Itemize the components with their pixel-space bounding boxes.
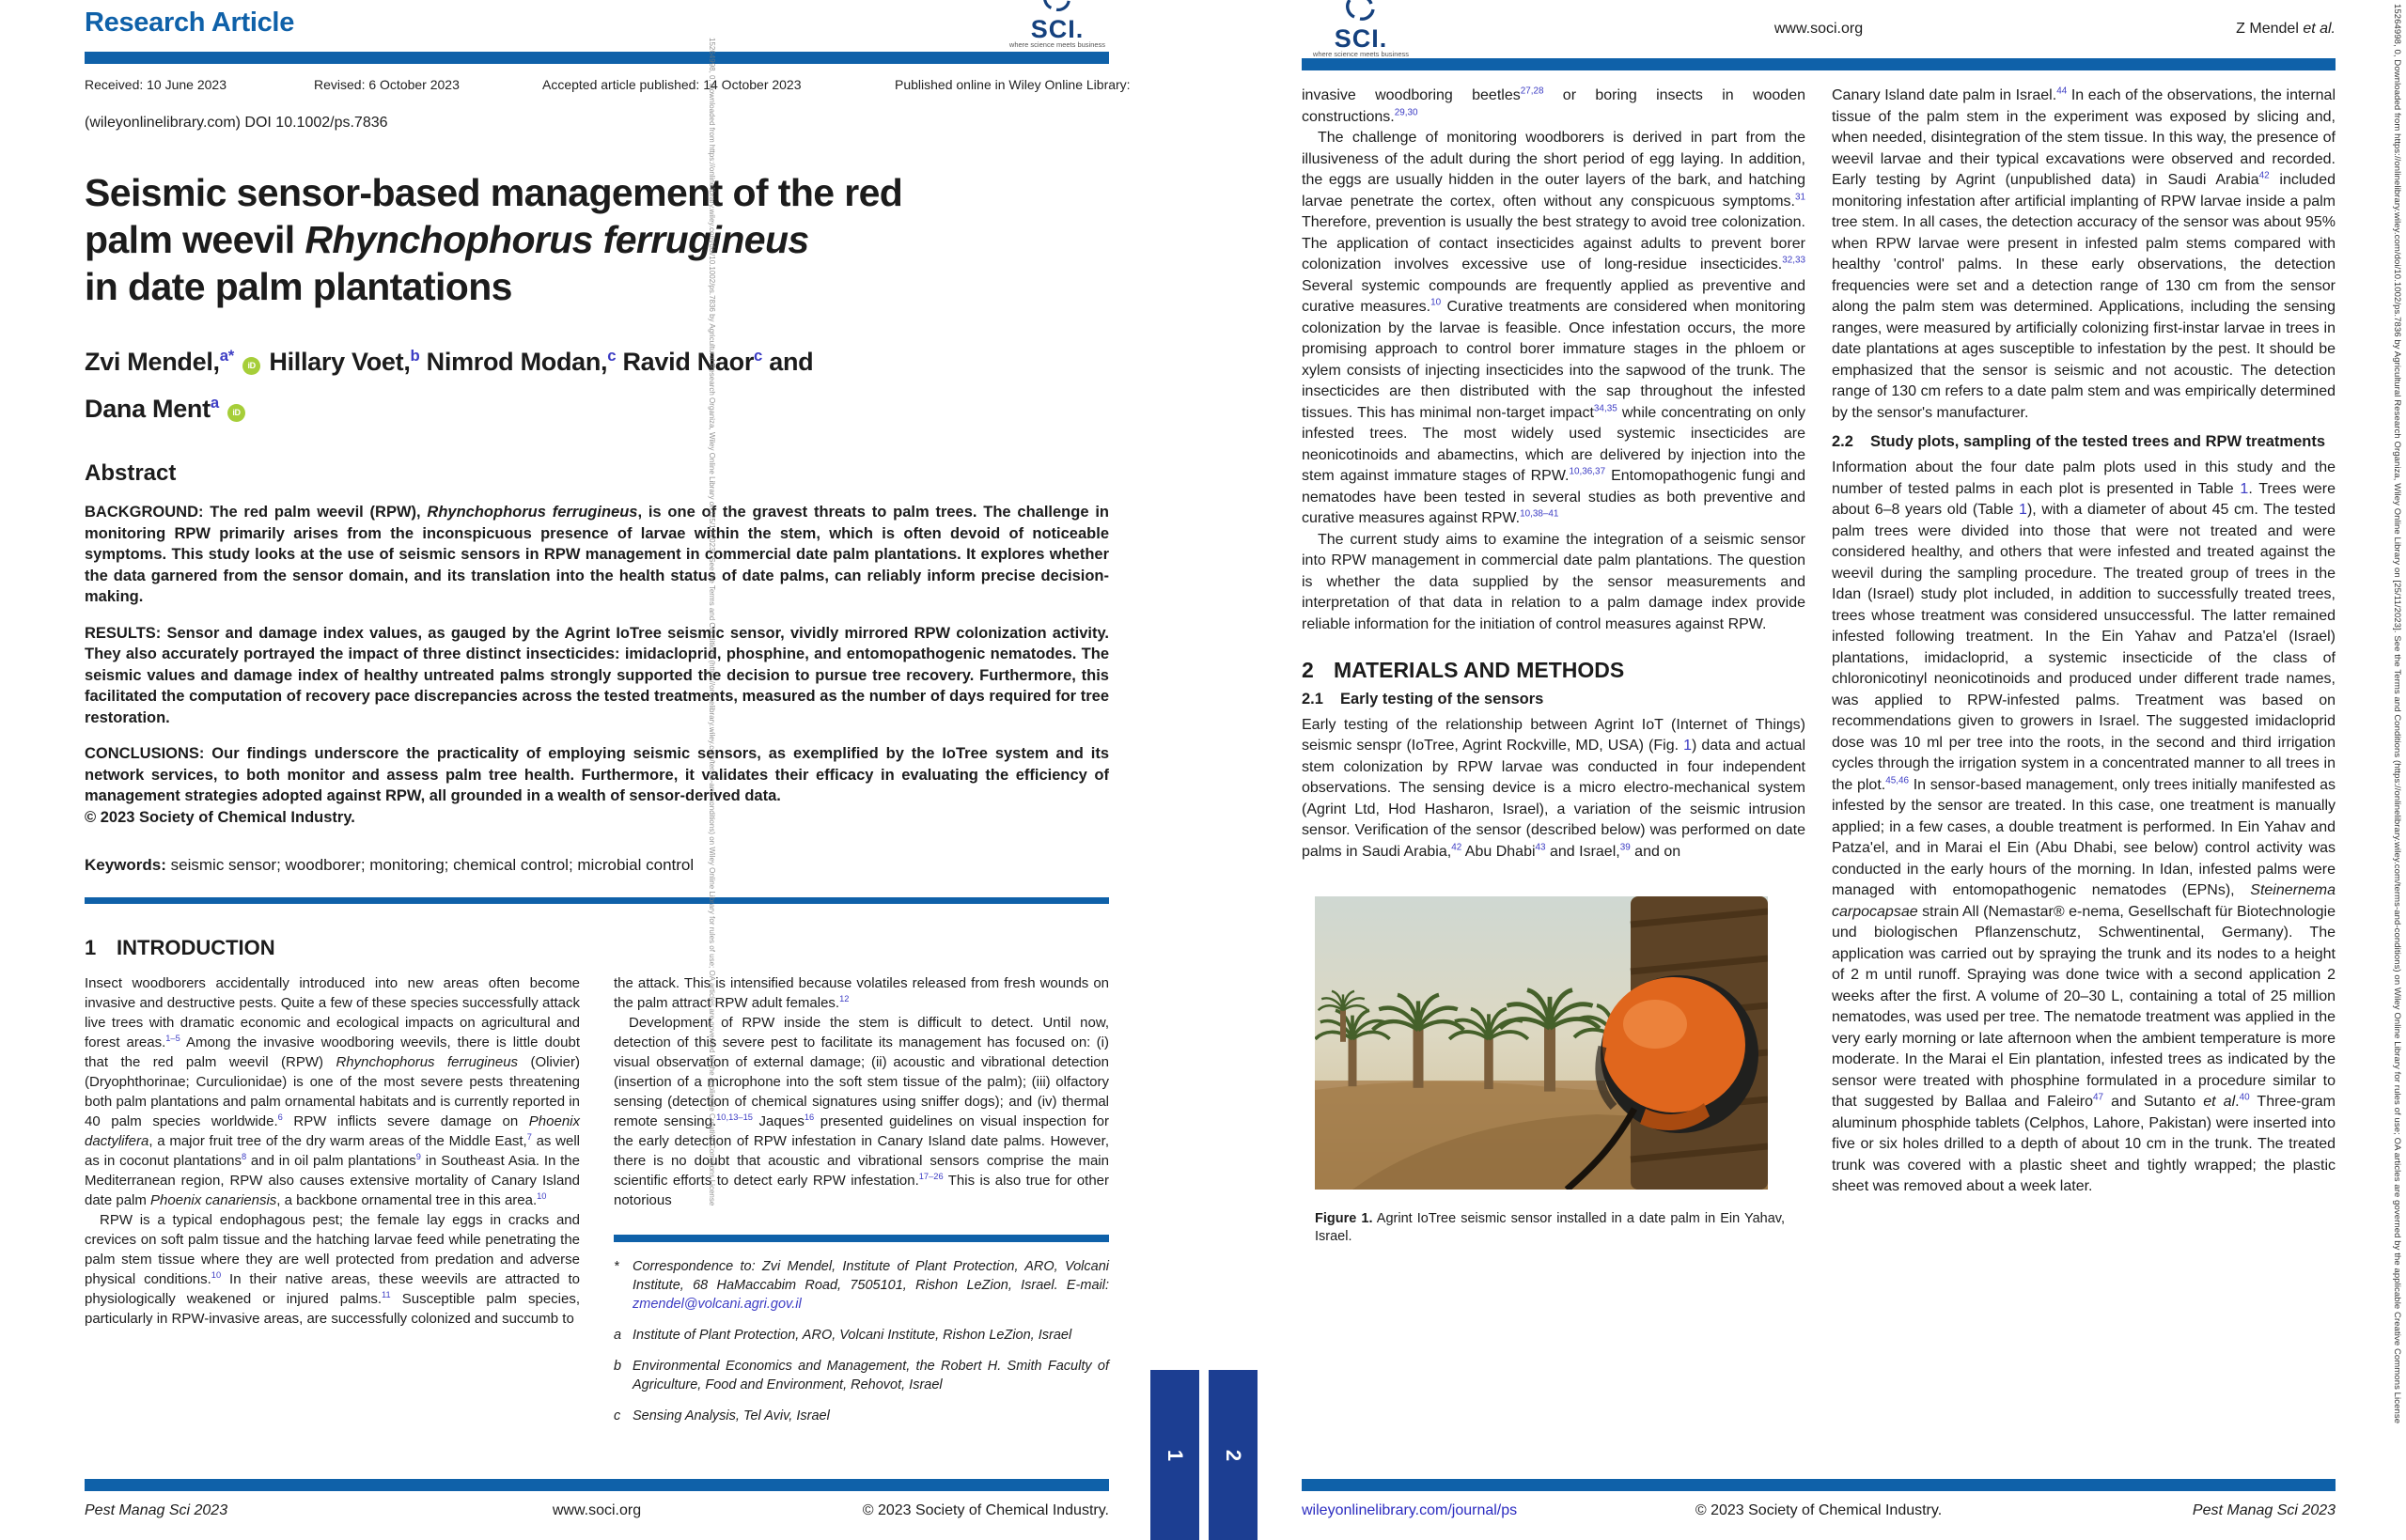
sci-logo-tagline: where science meets business (1312, 50, 1410, 58)
page-2-column-right (1832, 86, 2336, 1246)
body-paragraph: The current study aims to examine the integration of a seismic sensor into RPW management in commercial date palm plantations. The question is whether the data supplied by the sensor measurements and interpretation of that data in relation to a palm damage index provide reliable information for the initiation of control measures against RPW. (1302, 531, 1805, 632)
published-online-label: Published online in Wiley Online Library: (895, 77, 1131, 92)
download-info-sidebar-page1: 15264998, 0, Downloaded from https://onlinelibrary.wiley.com/doi/10.1002/ps.7836 by Agricultural Research Organiza, Wiley Online Library on [25/11/2023]. See the Terms and Conditions (https://onlinelibrary.wiley.com/terms-and-conditions) on Wiley Online Library for rules of use; OA articles are governed by the applicable Creative Commons License (708, 38, 716, 1206)
footnote-text: Institute of Plant Protection, ARO, Volcani Institute, Rishon LeZion, Israel (633, 1328, 1072, 1343)
correspondence-footnote (614, 1257, 1109, 1314)
section-2-heading (1302, 660, 1805, 681)
page-2-column-left (1302, 86, 1805, 1246)
download-info-sidebar-page2: 15264998, 0, Downloaded from https://onlinelibrary.wiley.com/doi/10.1002/ps.7836 by Agricultural Research Organiza, Wiley Online Library on [25/11/2023]. See the Terms and Conditions (https://onlinelibrary.wiley.com/terms-and-conditions) on Wiley Online Library for rules of use; OA articles are governed by the applicable Creative Commons License (2392, 4, 2402, 1424)
article-title (85, 169, 1109, 310)
article-history (85, 77, 1131, 94)
body-paragraph: invasive woodboring beetles$^{27,28}$ or boring insects in wooden constructions.$^{29,30}$ (1302, 86, 1805, 125)
footnote-text: Sensing Analysis, Tel Aviv, Israel (633, 1408, 830, 1423)
page-tab-2-label: 2 (1222, 1449, 1245, 1461)
keywords-line (85, 856, 1109, 875)
page-tab-1[interactable] (1150, 1370, 1199, 1540)
intro-paragraph-3: the attack. This is intensified because volatiles released from fresh wounds on the palm attract RPW adult females.$^{12}$ (614, 975, 1109, 1011)
sci-logo-name: SCI. (1030, 15, 1085, 43)
sci-logo-tagline: where science meets business (1008, 40, 1106, 49)
page-2-footer (1302, 1479, 2336, 1519)
page-tab-1-label: 1 (1164, 1449, 1187, 1461)
header-rule (85, 52, 1109, 64)
title-line-3: in date palm plantations (85, 265, 512, 308)
running-head-url[interactable]: www.soci.org (1773, 21, 1864, 37)
doi-line[interactable]: (wileyonlinelibrary.com) DOI 10.1002/ps.7836 (85, 115, 388, 131)
footnote-marker: b (614, 1359, 622, 1374)
title-line-1: Seismic sensor-based management of the red (85, 171, 903, 214)
intro-columns (85, 973, 1109, 1438)
sci-swirl-icon (1039, 0, 1075, 13)
figure-1-caption-text: Agrint IoTree seismic sensor installed in a date palm in Ein Yahav, Israel. (1315, 1210, 1786, 1244)
footnote-marker: c (614, 1408, 621, 1423)
section-2-1-heading (1302, 689, 1805, 709)
section-2-number: 2 (1302, 658, 1314, 682)
orcid-icon[interactable]: iD (227, 404, 245, 422)
footnotes-block (614, 1235, 1109, 1425)
intro-paragraph-1: Insect woodborers accidentally introduced into new areas often become invasive and destructive pests. Quite a few of these species successfully attack live trees with dramatic economic and ecological impacts on agricultural and forest areas.$^{1-5}$ Among the invasive woodboring weevils, there is little doubt that the red palm weevil (RPW) Rhynchophorus ferrugineus (Olivier) (Dryophthorinae; Curculionidae) is one of the most severe pests threatening both palm plantations and palm ornamental habitats and is currently reported in 40 palm species worldwide.$^6$ RPW inflicts severe damage on Phoenix dactylifera, a major fruit tree of the dry warm areas of the Middle East,$^7$ as well as in coconut plantations$^8$ and in oil palm plantations$^9$ in Southeast Asia. In the Mediterranean region, RPW also causes extensive mortality of Canary Island date palm Phoenix canariensis, a backbone ornamental tree in this area.$^{10}$ (85, 975, 581, 1208)
keywords-label: Keywords: (85, 856, 166, 874)
affiliation-a (614, 1326, 1109, 1345)
section-2-1-number: 2.1 (1302, 690, 1323, 708)
article-type-label: Research Article (85, 8, 295, 38)
footer-rule (85, 1479, 1109, 1491)
affiliation-c (614, 1407, 1109, 1425)
intro-paragraph-4: Development of RPW inside the stem is difficult to detect. Until now, detection of this severe pest to facilitate its management has focused on: (i) visual observation of external damage; (ii) acoustic and vibrational detection (insertion of a microphone into the soft stem tissue of the palm); (iii) olfactory sensing (detection of chemical signatures using sniffer dogs); and (iv) thermal remote sensing.$^{10,13-15}$ Jaques$^{16}$ presented guidelines on visual inspection for the early detection of RPW infestation in Canary Island date palms. However, there is no doubt that acoustic and vibrational sensors comprise the main scientific efforts to detect early RPW infestation.$^{17-26}$ This is also true for other notorious (614, 1015, 1109, 1208)
authors-line-1: Zvi Mendel,$^{a*}$ iD Hillary Voet,$^b$ Nimrod Modan,$^c$ Ravid Naor$^c$ and (85, 347, 814, 376)
soci-url[interactable]: www.soci.org (552, 1502, 642, 1518)
figure-1 (1315, 896, 1768, 1197)
abstract-conclusions: CONCLUSIONS: Our findings underscore the practicality of employing seismic sensors, as exemplified by the IoTree system and its network services, to both monitor and assess palm tree health. Furthermore, it validates their efficacy in evaluating the efficiency of management strategies adopted against RPW, all grounded in a wealth of sensor-derived data. (85, 745, 1109, 804)
intro-column-left (85, 973, 580, 1438)
copyright-footer: © 2023 Society of Chemical Industry. (862, 1502, 1109, 1518)
abstract-background: BACKGROUND: The red palm weevil (RPW), Rhynchophorus ferrugineus, is one of the gravest threats to palm trees. The challenge in monitoring RPW primarily arises from the inconspicuous presence of larvae within the stem, which is often devoid of noticeable symptoms. This study looks at the use of seismic sensors in RPW management in commercial date palm plantations. It explores whether the data garnered from the sensor domain, and its translation into the health status of date palms, can reliably inform precise decision-making. (85, 504, 1109, 605)
intro-paragraph-2: RPW is a typical endophagous pest; the female lay eggs in cracks and crevices on soft palm tissue and the hatching larvae feed while penetrating the palm stem tissue where they are well protected from predation and adverse physical conditions.$^{10}$ In their native areas, these weevils are attracted to physiologically weakened or injured palms.$^{11}$ Susceptible palm species, particularly in RPW-invasive areas, are successfully colonized and succumb to (85, 1212, 580, 1327)
body-paragraph: Information about the four date palm plots used in this study and the number of tested palms in each plot is presented in Table 1. Trees were about 6–8 years old (Table 1), with a diameter of about 45 cm. The tested palm trees were divided into those that were not treated and were considered healthy, and others that were infested and treated against the weevil during the sampling procedure. The treated group of trees in the Idan (Israel) study plot included, in addition to successfully treated trees, trees whose treatment was considered unsuccessful. The latter remained infested following treatment. In the Ein Yahav and Patza'el (Israel) plantations, imidacloprid, a systemic insecticide of the class of chloronicotinyl neonicotinoids and produced under different trade names, was applied to RPW-infested palms. Treatment was based on recommendations given to growers in Israel. The suggested imidacloprid dose was 10 ml per tree into the roots, in the second and third irrigation cycles through the irrigation system in a concentrated manner to all trees in the plot.$^{45,46}$ In sensor-based management, only trees initially manifested as infested by the sensor are treated. In this case, one treatment is manually applied; in a few cases, a double treatment is performed. In Ein Yahav and Patza'el, and in Marai el Ein (Abu Dhabi, see below) control activity was conducted in the early hours of the morning. In Idan, infested palms were managed with entomopathogenic nematodes (EPNs), Steinernema carpocapsae strain All (Nemastar® e-nema, Gesellschaft für Biotechnologie und biologischen Pflanzenschutz, Schwentinental, Germany). The application was carried out by spraying the trunk and its nodes to a height of 2 m until runoff. Spraying was done twice with a second application 2 weeks after the first. A volume of 20–30 L, containing a total of 25 million nematodes, was used per tree. The nematode treatment was applied in the very early morning or late afternoon when the ambient temperature is more moderate. In the Marai el Ein plantation, infested trees as indicated by the sensor were treated with phosphine formulated in a procedure similar to that suggested by Ballaa and Faleiro$^{47}$ and Sutanto et al.$^{40}$ Three-gram aluminum phosphide tablets (Celphos, Lahore, Pakistan) were inserted into five or six holes drilled to a depth of about 10 cm in the trunk. The treated trunk was covered with a plastic sheet and tightly wrapped; the plastic sheet was removed about a week later. (1832, 459, 2336, 1194)
title-line-2: palm weevil Rhynchophorus ferrugineus (85, 218, 809, 261)
sci-swirl-icon (1342, 0, 1380, 23)
journal-url-link[interactable]: wileyonlinelibrary.com/journal/ps (1302, 1502, 1518, 1518)
abstract-results: RESULTS: Sensor and damage index values, as gauged by the Agrint IoTree seismic sensor, vividly mirrored RPW colonization activity. They also accurately portrayed the impact of three distinct insecticides: imidacloprid, phosphine, and entomopathogenic nematodes. The seismic values and damage index of healthy untreated palms strongly supported the decision to pursue tree recovery. Furthermore, this facilitated the computation of recovery pace discrepancies across the tested treatments, measured as the number of days required for tree restoration. (85, 624, 1109, 726)
copyright-footer: © 2023 Society of Chemical Industry. (1695, 1502, 1943, 1518)
page-2-columns (1302, 86, 2336, 1246)
abstract-heading: Abstract (85, 460, 177, 486)
sci-logo-partial (1006, 0, 1109, 49)
page-tab-2[interactable] (1209, 1370, 1258, 1540)
intro-column-right (614, 973, 1109, 1438)
figure-1-caption (1315, 1210, 1785, 1246)
keywords-rule (85, 897, 1109, 904)
footnote-text: Environmental Economics and Management, the Robert H. Smith Faculty of Agriculture, Food and Environment, Rehovot, Israel (633, 1359, 1109, 1392)
page-2-header (1302, 0, 2336, 58)
section-2-2-title: Study plots, sampling of the tested trees and RPW treatments (1869, 433, 2326, 450)
journal-name: Pest Manag Sci 2023 (2192, 1502, 2336, 1518)
body-paragraph: Early testing of the relationship between Agrint IoT (Internet of Things) seismic senspr (IoTree, Agrint Rockville, MD, USA) (Fig. 1) data and actual stem colonization by RPW larvae was conducted in four independent observations. The sensing device is a micro electro-mechanical system (Agrint Ltd, Hod Hasharon, Israel), a variation of the seismic intrusion sensor. Verification of the sensor (described below) was performed on date palms in Saudi Arabia,$^{42}$ Abu Dhabi$^{43}$ and Israel,$^{39}$ and on (1302, 716, 1805, 860)
section-2-2-number: 2.2 (1832, 433, 1853, 450)
figure-1-photo (1315, 896, 1768, 1190)
footnote-marker: a (614, 1328, 622, 1343)
footnote-text: Correspondence to: Zvi Mendel, Institute of Plant Protection, ARO, Volcani Institute, 68 HaMaccabim Road, 7505101, Rishon LeZion, Israel. E-mail: zmendel@volcani.agri.gov.il (633, 1259, 1109, 1312)
header-rule (1302, 58, 2336, 70)
section-2-title: MATERIALS AND METHODS (1334, 658, 1625, 682)
body-paragraph: Canary Island date palm in Israel.$^{44}$ In each of the observations, the internal tissue of the palm stem in the experiment was exposed by slicing and, when needed, disintegration of the stem tissue. In this way, the presence of weevil larvae and their typical excavations were observed and recorded. Early testing by Agrint (unpublished data) in Saudi Arabia$^{42}$ included monitoring infestation after artificial implanting of RPW larvae inside a palm tree stem. In all cases, the detection accuracy of the sensor was about 95% when RPW larvae were present in infested palm stems compared with healthy 'control' palms. In these early observations, the detection frequencies were set and a detection range of 130 cm from the sensor along the palm stem was determined. Applications, including the sensing ranges, were measured by artificially colonizing first-instar larvae in trees in date plantations at ages susceptible to infestation by the pest. It should be emphasized that the sensor is seismic and not acoustic. The detection range of 130 cm refers to a date palm stem and was empirically determined by the sensor's manufacturer. (1832, 86, 2336, 421)
page-2 (1302, 0, 2336, 1540)
received-date: Received: 10 June 2023 (85, 77, 227, 92)
authors-line-2: Dana Ment$^a$ iD (85, 385, 1109, 432)
affiliation-b (614, 1357, 1109, 1394)
section-1-heading (85, 936, 1109, 960)
footnote-marker: * (614, 1259, 619, 1274)
orcid-icon[interactable]: iD (242, 357, 260, 375)
sci-logo-name: SCI. (1334, 24, 1388, 53)
revised-date: Revised: 6 October 2023 (314, 77, 460, 92)
figure-1-label: Figure 1. (1315, 1210, 1373, 1226)
page-1-footer (85, 1479, 1109, 1519)
abstract-copyright: © 2023 Society of Chemical Industry. (85, 808, 355, 826)
journal-name: Pest Manag Sci 2023 (85, 1502, 228, 1518)
body-paragraph: The challenge of monitoring woodborers is derived in part from the illusiveness of the adult during the short period of egg laying. In addition, the eggs are usually hidden in the outer layers of the bark, and hatching larvae penetrate the cortex, often without any conspicuous symptoms.$^{31}$ Therefore, prevention is usually the best strategy to avoid tree colonization. The application of contact insecticides against adults to prevent borer colonization involves excessive use of long-residue insecticides.$^{32,33}$ Several systemic compounds are frequently applied as preventive and curative measures.$^{10}$ Curative treatments are considered when monitoring colonization by the larvae is feasible. Once infestation occurs, the more promising approach to control borer immature stages in the phloem or xylem consists of injecting insecticides into the sapwood of the trunk. The insecticides are then distributed with the sap throughout the infested tissues. This has minimal non-target impact$^{34,35}$ while concentrating on only infested trees. The most widely used systemic insecticides are neonicotinoids and abamectins, which are delivered by injection into the stem against immature stages of RPW.$^{10,36,37}$ Entomopathogenic fungi and nematodes have been tested in several studies as both preventive and curative measures against RPW.$^{10,38-41}$ (1302, 130, 1806, 526)
section-2-2-heading (1832, 431, 2336, 452)
section-2-1-title: Early testing of the sensors (1339, 690, 1544, 708)
section-1-number: 1 (85, 936, 97, 959)
running-head-authors: Z Mendel et al. (2236, 21, 2336, 37)
footnotes-rule (614, 1235, 1109, 1242)
footer-rule (1302, 1479, 2336, 1491)
author-list (85, 338, 1109, 432)
page-1 (85, 0, 1131, 1540)
keywords-text: seismic sensor; woodborer; monitoring; chemical control; microbial control (170, 856, 695, 874)
accepted-date: Accepted article published: 14 October 2023 (542, 77, 802, 92)
section-1-title: INTRODUCTION (117, 936, 275, 959)
